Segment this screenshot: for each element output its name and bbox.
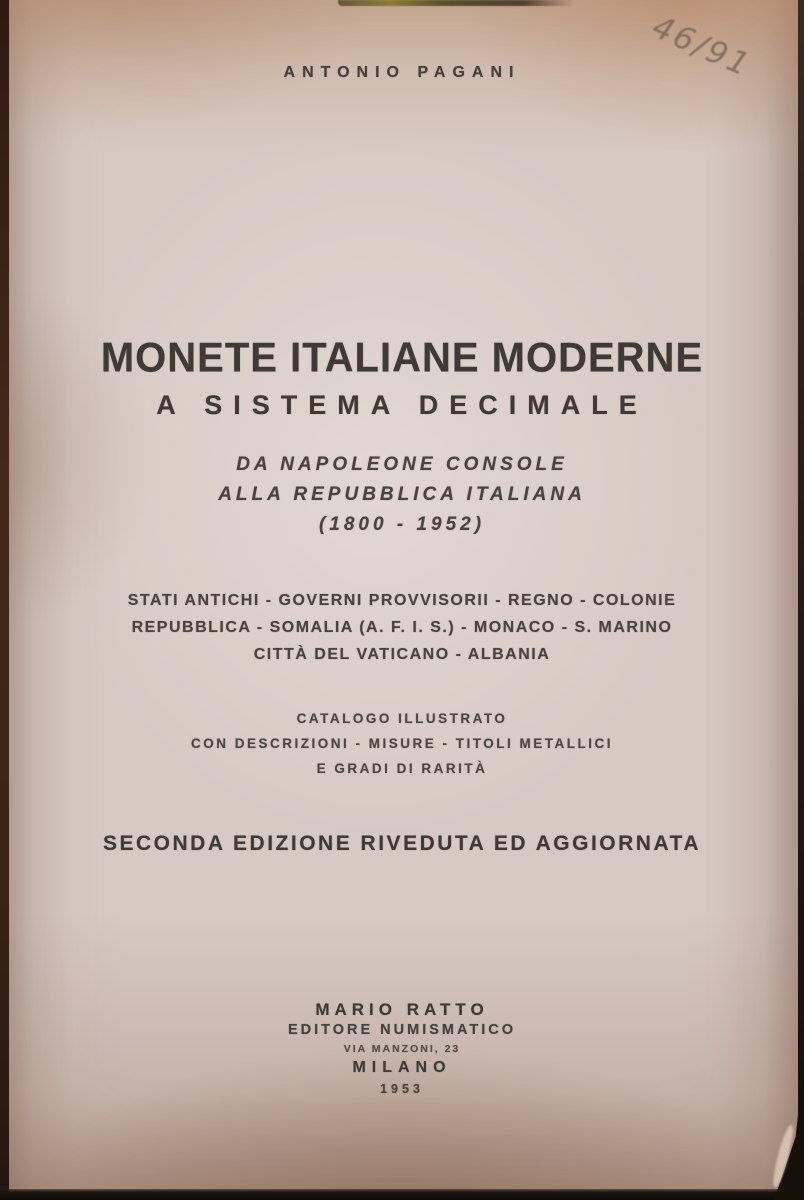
period-subtitle-line2: ALLA REPUBBLICA ITALIANA (218, 484, 586, 505)
period-subtitle-years: (1800 - 1952) (318, 514, 486, 535)
handwritten-note: 46/91 (646, 9, 757, 85)
edition-statement: SECONDA EDIZIONE RIVEDUTA ED AGGIORNATA (102, 832, 701, 855)
book-top-edge (338, 0, 574, 6)
catalog-description-line2: CON DESCRIZIONI - MISURE - TITOLI METALLICI (191, 736, 613, 751)
publisher-name: MARIO RATTO (315, 1000, 489, 1019)
book-bottom-edge (0, 1189, 804, 1200)
book-title-line2: A SISTEMA DECIMALE (156, 390, 648, 420)
scope-line2: REPUBBLICA - SOMALIA (A. F. I. S.) - MONACO - S. MARINO (131, 619, 673, 636)
scope-line3: CITTÀ DEL VATICANO - ALBANIA (253, 646, 551, 663)
catalog-description-line3: E GRADI DI RARITÀ (316, 761, 488, 776)
publisher-address: VIA MANZONI, 23 (343, 1043, 461, 1055)
publication-year: 1953 (380, 1082, 424, 1096)
publisher-city: MILANO (352, 1059, 452, 1076)
book-title-line1: MONETE ITALIANE MODERNE (100, 335, 704, 381)
period-subtitle-line1: DA NAPOLEONE CONSOLE (236, 454, 568, 475)
publisher-role: EDITORE NUMISMATICO (287, 1022, 517, 1038)
author-name: ANTONIO PAGANI (283, 64, 521, 81)
scope-line1: STATI ANTICHI - GOVERNI PROVVISORII - REGNO - COLONIE (127, 592, 677, 609)
catalog-description-line1: CATALOGO ILLUSTRATO (296, 711, 508, 726)
